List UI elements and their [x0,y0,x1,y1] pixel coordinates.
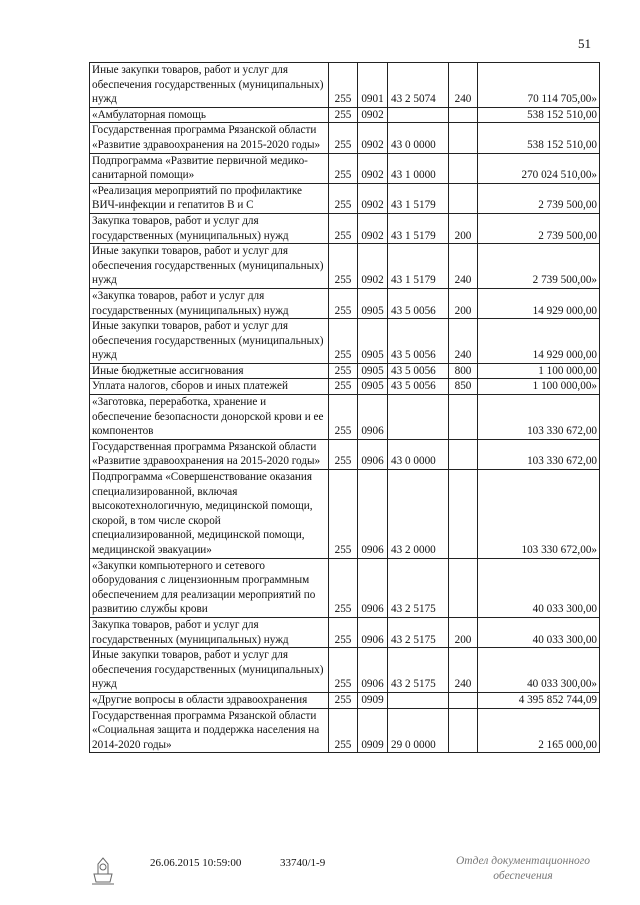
row-section: 0906 [358,395,388,440]
row-sum: 2 739 500,00 [478,183,600,213]
row-section: 0902 [358,153,388,183]
row-sum: 70 114 705,00» [478,63,600,108]
row-name: Иные закупки товаров, работ и услуг для обеспечения государственных (муниципальных) нужд [90,63,329,108]
row-name: Иные бюджетные ассигнования [90,363,329,379]
row-article: 43 2 0000 [388,470,449,559]
row-sum: 538 152 510,00 [478,123,600,153]
row-article: 43 5 0056 [388,319,449,364]
row-name: «Амбулаторная помощь [90,107,329,123]
row-article: 43 2 5175 [388,617,449,647]
table-row [90,123,600,153]
row-section: 0909 [358,708,388,753]
row-article: 43 0 0000 [388,439,449,469]
row-sum: 2 739 500,00» [478,244,600,289]
row-expense-type: 200 [449,617,478,647]
table-row [90,363,600,379]
row-expense-type [449,107,478,123]
row-article [388,395,449,440]
row-expense-type [449,470,478,559]
row-section: 0905 [358,379,388,395]
row-code: 255 [329,363,358,379]
row-sum: 14 929 000,00 [478,319,600,364]
row-name: Закупка товаров, работ и услуг для государственных (муниципальных) нужд [90,213,329,243]
row-code: 255 [329,319,358,364]
row-expense-type [449,183,478,213]
row-code: 255 [329,123,358,153]
row-article: 43 1 5179 [388,244,449,289]
row-sum: 538 152 510,00 [478,107,600,123]
row-code: 255 [329,288,358,318]
page-number: 51 [578,36,591,51]
row-expense-type [449,123,478,153]
row-section: 0906 [358,617,388,647]
row-expense-type: 850 [449,379,478,395]
table-row [90,63,600,108]
row-sum: 103 330 672,00 [478,395,600,440]
table-row [90,244,600,289]
row-section: 0902 [358,107,388,123]
table-row [90,708,600,753]
row-sum: 14 929 000,00 [478,288,600,318]
row-expense-type: 200 [449,213,478,243]
budget-table [89,62,600,753]
row-article: 43 1 5179 [388,183,449,213]
row-section: 0906 [358,470,388,559]
row-article [388,107,449,123]
row-section: 0906 [358,558,388,617]
row-section: 0902 [358,123,388,153]
footer-date: 26.06.2015 10:59:00 [150,857,242,869]
row-name: «Реализация мероприятий по профилактике ВИЧ-инфекции и гепатитов В и С [90,183,329,213]
row-sum: 1 100 000,00» [478,379,600,395]
table-row [90,395,600,440]
table-row [90,319,600,364]
row-section: 0905 [358,319,388,364]
row-code: 255 [329,558,358,617]
row-expense-type [449,153,478,183]
row-code: 255 [329,183,358,213]
row-code: 255 [329,470,358,559]
row-expense-type [449,439,478,469]
row-code: 255 [329,617,358,647]
row-expense-type [449,395,478,440]
row-code: 255 [329,692,358,708]
department-stamp: Отдел документационного обеспечения [455,855,591,882]
row-sum: 1 100 000,00 [478,363,600,379]
row-article: 43 2 5175 [388,648,449,693]
row-name: Иные закупки товаров, работ и услуг для обеспечения государственных (муниципальных) нужд [90,319,329,364]
row-sum: 2 739 500,00 [478,213,600,243]
row-name: «Другие вопросы в области здравоохранения [90,692,329,708]
row-name: Иные закупки товаров, работ и услуг для обеспечения государственных (муниципальных) нужд [90,244,329,289]
row-section: 0909 [358,692,388,708]
row-sum: 40 033 300,00 [478,617,600,647]
row-sum: 103 330 672,00 [478,439,600,469]
table-body [90,63,600,753]
row-sum: 40 033 300,00 [478,558,600,617]
table-row [90,692,600,708]
row-section: 0902 [358,244,388,289]
row-name: Государственная программа Рязанской области «Развитие здравоохранения на 2015-2020 годы» [90,123,329,153]
row-code: 255 [329,63,358,108]
row-name: «Заготовка, переработка, хранение и обеспечение безопасности донорской крови и ее компонентов [90,395,329,440]
row-code: 255 [329,379,358,395]
table-row [90,439,600,469]
row-sum: 4 395 852 744,09 [478,692,600,708]
table-row [90,153,600,183]
table-row [90,558,600,617]
row-sum: 270 024 510,00» [478,153,600,183]
table-row [90,213,600,243]
row-article: 43 2 5074 [388,63,449,108]
row-code: 255 [329,648,358,693]
row-section: 0902 [358,213,388,243]
row-name: Иные закупки товаров, работ и услуг для обеспечения государственных (муниципальных) нужд [90,648,329,693]
row-name: «Закупки компьютерного и сетевого оборудования с лицензионным программным обеспечением для реализации мероприятий по развитию службы крови [90,558,329,617]
row-code: 255 [329,153,358,183]
row-section: 0905 [358,363,388,379]
row-expense-type [449,692,478,708]
row-section: 0906 [358,648,388,693]
row-article [388,692,449,708]
table-row [90,648,600,693]
row-sum: 40 033 300,00» [478,648,600,693]
table-row [90,107,600,123]
row-expense-type [449,558,478,617]
table-row [90,470,600,559]
row-section: 0901 [358,63,388,108]
row-code: 255 [329,244,358,289]
row-code: 255 [329,107,358,123]
row-article: 43 0 0000 [388,123,449,153]
table-row [90,183,600,213]
coat-of-arms-icon [86,852,120,886]
row-sum: 103 330 672,00» [478,470,600,559]
row-expense-type: 240 [449,244,478,289]
row-code: 255 [329,708,358,753]
row-article: 43 1 5179 [388,213,449,243]
row-article: 43 5 0056 [388,288,449,318]
row-name: Закупка товаров, работ и услуг для государственных (муниципальных) нужд [90,617,329,647]
row-section: 0906 [358,439,388,469]
row-code: 255 [329,395,358,440]
row-code: 255 [329,439,358,469]
row-article: 29 0 0000 [388,708,449,753]
row-article: 43 1 0000 [388,153,449,183]
row-expense-type: 240 [449,648,478,693]
row-expense-type [449,708,478,753]
row-expense-type: 240 [449,63,478,108]
row-article: 43 5 0056 [388,379,449,395]
row-code: 255 [329,213,358,243]
row-expense-type: 240 [449,319,478,364]
row-article: 43 5 0056 [388,363,449,379]
row-name: Государственная программа Рязанской области «Развитие здравоохранения на 2015-2020 годы» [90,439,329,469]
row-name: Уплата налогов, сборов и иных платежей [90,379,329,395]
footer-doc-number: 33740/1-9 [280,857,326,869]
row-expense-type: 800 [449,363,478,379]
row-section: 0905 [358,288,388,318]
footer [0,852,640,902]
row-name: Подпрограмма «Совершенствование оказания специализированной, включая высокотехнологичную, медицинской помощи, скорой, в том числе скорой специализированной, медицинской помощи, медицинской эвакуации» [90,470,329,559]
table-row [90,379,600,395]
row-name: Государственная программа Рязанской области «Социальная защита и поддержка населения на 2014-2020 годы» [90,708,329,753]
row-article: 43 2 5175 [388,558,449,617]
table-row [90,288,600,318]
row-expense-type: 200 [449,288,478,318]
row-name: «Закупка товаров, работ и услуг для государственных (муниципальных) нужд [90,288,329,318]
row-sum: 2 165 000,00 [478,708,600,753]
row-section: 0902 [358,183,388,213]
row-name: Подпрограмма «Развитие первичной медико-санитарной помощи» [90,153,329,183]
table-row [90,617,600,647]
